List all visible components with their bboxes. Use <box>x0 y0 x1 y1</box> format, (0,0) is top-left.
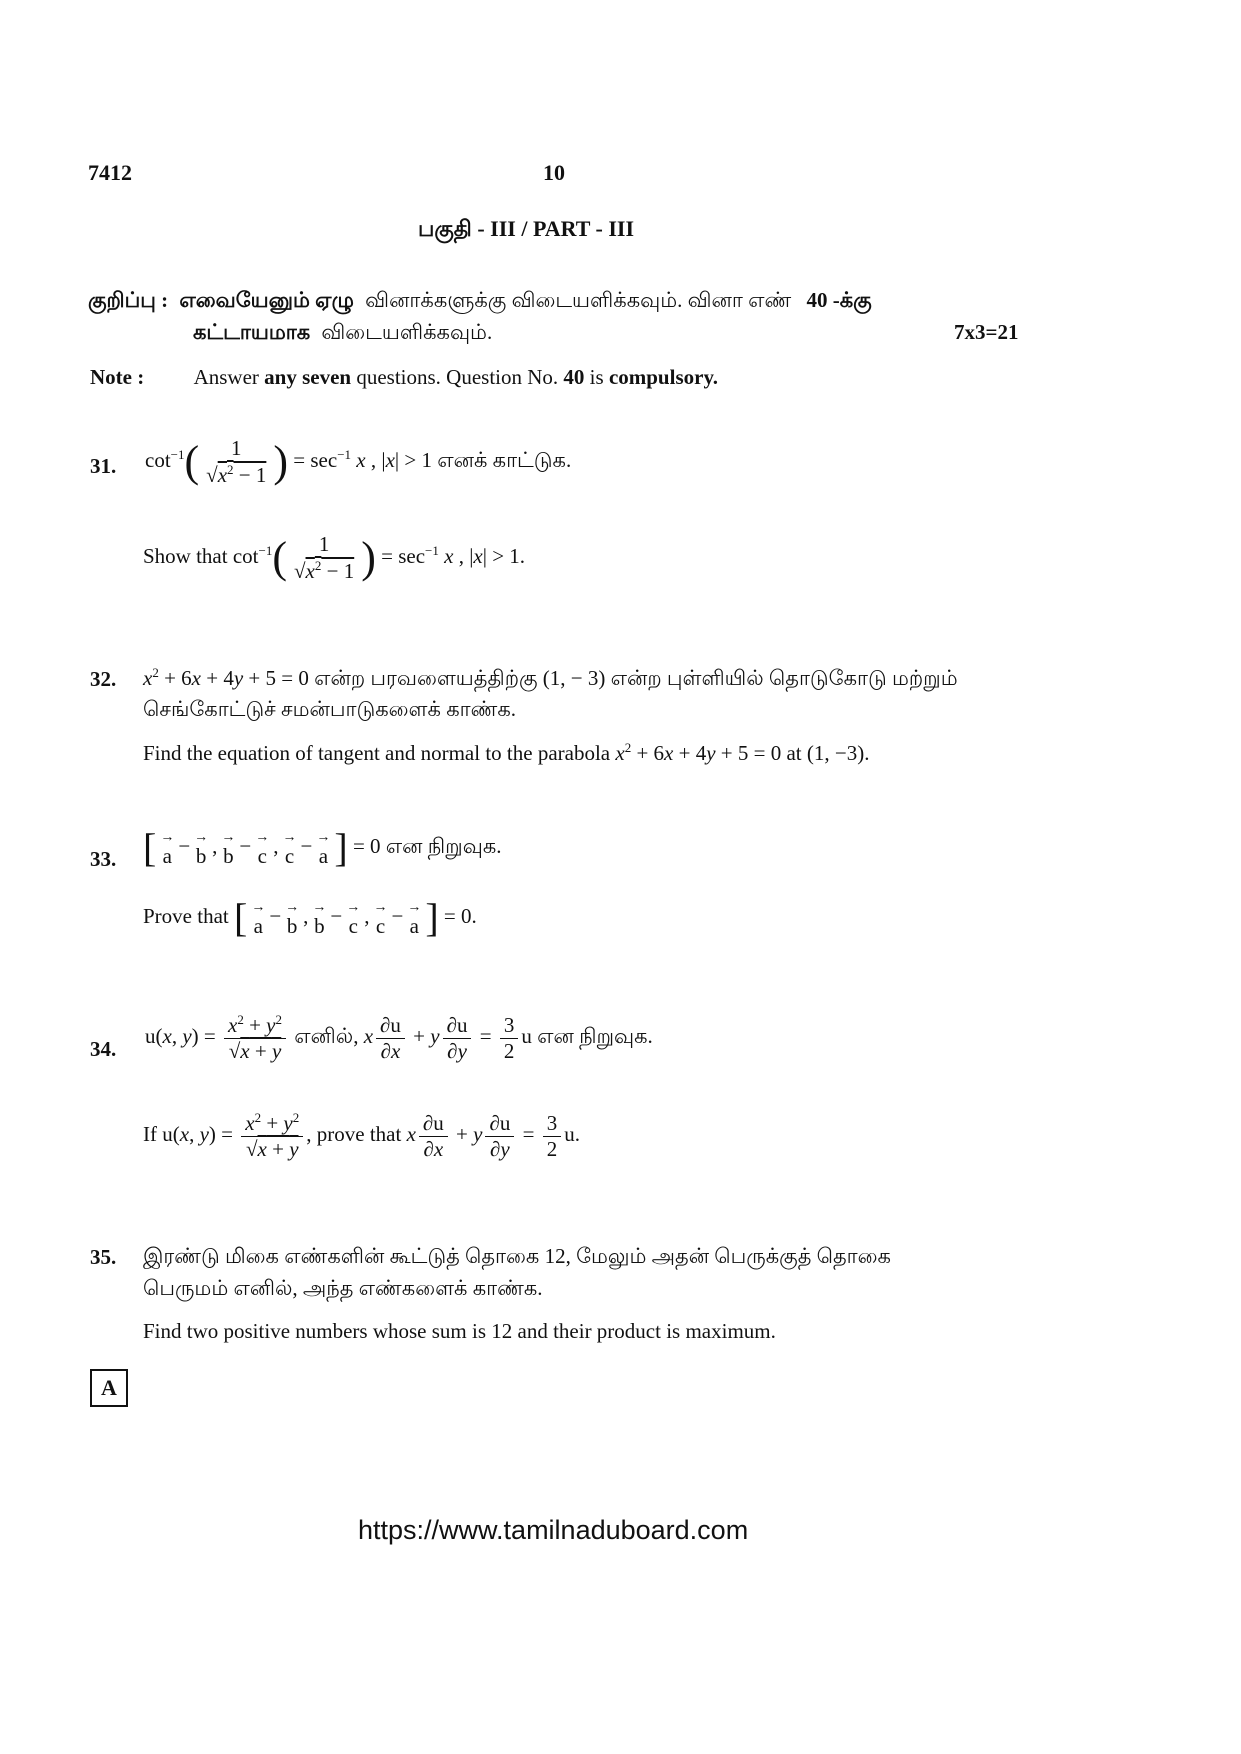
q33-en-formula: [ → a − → b , → b − → c , → c − → a ] = 0. <box>233 895 477 940</box>
question-31-tamil <box>145 436 571 488</box>
question-34-tamil <box>145 1012 653 1064</box>
instruction-tamil-text: வினாக்களுக்கு விடையளிக்கவும். வினா எண் <box>365 288 792 312</box>
q32-en-equation: $x^2 + 6x + 4y + 5 = 0$ <box>615 740 782 765</box>
q34-en-prefix: If <box>143 1122 157 1146</box>
q32-en-tail: at (1, −3). <box>786 741 870 765</box>
q34-en-mid: , prove that <box>306 1122 402 1146</box>
question-32-tamil-line1 <box>143 665 958 693</box>
paper-code: 7412 <box>88 160 132 185</box>
note-english <box>90 365 718 390</box>
question-32-tamil-line2: செங்கோட்டுச் சமன்பாடுகளைக் காண்க. <box>143 697 516 721</box>
instruction-tamil-num: 40 -க்கு <box>806 288 872 312</box>
marks-allocation: 7x3=21 <box>954 320 1019 344</box>
q34-en-derivative: x $\frac{\partial u}{\partial x}$ + y $\frac{\partial u}{\partial y}$ = $\frac{3}{2}$ u. <box>406 1110 580 1161</box>
note-text-a: Answer <box>193 365 259 389</box>
q32-equation: $x^2 + 6x + 4y + 5 = 0$ <box>143 665 309 690</box>
question-31-english <box>143 532 525 584</box>
instruction-tamil-line2 <box>193 320 492 347</box>
q33-formula: [ → a − → b , → b − → c , → c − → a ] = 0 <box>143 825 381 870</box>
q32-tamil-text1: என்ற பரவளையத்திற்கு (1, − 3) என்ற புள்ளியில் தொடுகோடு மற்றும் <box>314 666 958 690</box>
q31-formula: $\cot^{-1}$( $\frac{1}{√x^2 - 1}$ ) = $\sec^{-1} x$ , |x| > 1 <box>145 436 432 488</box>
note-text-e: is <box>589 365 604 389</box>
question-number-33: 33. <box>90 847 117 871</box>
section-title: பகுதி - III / PART - III <box>418 216 635 241</box>
question-number-34: 34. <box>90 1037 117 1061</box>
q34-en-function: u(x, y) = $\frac{x^2 + y^2}{√x + y}$ <box>162 1122 306 1146</box>
q33-tamil-suffix: என நிறுவுக. <box>385 833 502 858</box>
q34-derivative: x $\frac{\partial u}{\partial x}$ + y $\frac{\partial u}{\partial y}$ = $\frac{3}{2}$ u <box>363 1012 532 1063</box>
q31-en-formula: $\cot^{-1}$( $\frac{1}{√x^2 - 1}$ ) = $\sec^{-1} x$ , |x| > 1. <box>232 532 526 584</box>
instruction-tamil-line1 <box>88 288 872 315</box>
q34-function: u(x, y) = $\frac{x^2 + y^2}{√x + y}$ <box>145 1024 289 1048</box>
question-35-tamil-line1: இரண்டு மிகை எண்களின் கூட்டுத் தொகை 12, மேலும் அதன் பெருக்குத் தொகை <box>143 1244 891 1268</box>
note-text-c: questions. Question No. <box>356 365 559 389</box>
question-number-32: 32. <box>90 667 117 691</box>
page-marker-box: A <box>90 1369 128 1407</box>
note-text-d: 40 <box>563 365 585 389</box>
note-text-b: any seven <box>264 365 352 389</box>
question-35-tamil-line2: பெருமம் எனில், அந்த எண்களைக் காண்க. <box>143 1276 543 1300</box>
question-33-english <box>143 895 477 940</box>
q31-en-prefix: Show that <box>143 544 228 568</box>
question-34-english <box>143 1110 580 1162</box>
page-number: 10 <box>543 160 565 185</box>
footer-url[interactable]: https://www.tamilnaduboard.com <box>358 1515 749 1545</box>
note-label: Note : <box>90 365 145 389</box>
question-number-35: 35. <box>90 1245 117 1269</box>
note-text-f: compulsory. <box>608 365 719 389</box>
question-number-31: 31. <box>90 454 117 478</box>
question-33-tamil <box>143 825 502 870</box>
q34-tamil-mid: எனில், <box>294 1024 359 1048</box>
q31-tamil-suffix: எனக் காட்டுக. <box>437 448 572 472</box>
q34-tamil-suffix: என நிறுவுக. <box>537 1024 653 1048</box>
instruction-tamil-label: குறிப்பு : <box>88 288 169 312</box>
question-35-english: Find two positive numbers whose sum is 12 and their product is maximum. <box>143 1319 776 1343</box>
q33-en-prefix: Prove that <box>143 903 229 928</box>
instruction-tamil-emph: எவையேனும் ஏழு <box>179 288 354 312</box>
instruction-tamil-emph2: கட்டாயமாக <box>193 320 311 344</box>
instruction-tamil-text2: விடையளிக்கவும். <box>321 320 493 344</box>
question-32-english <box>143 740 869 766</box>
q32-en-text: Find the equation of tangent and normal to the parabola <box>143 741 611 765</box>
